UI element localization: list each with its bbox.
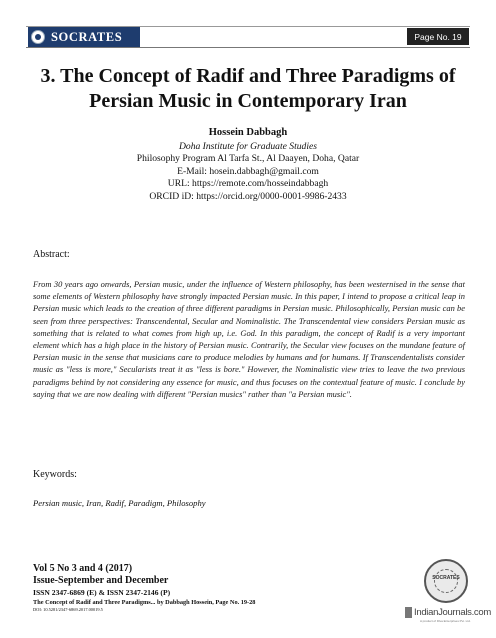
indianjournals-text: IndianJournals.com (414, 606, 491, 618)
issn-info: ISSN 2347-6869 (E) & ISSN 2347-2146 (P) (33, 588, 171, 597)
indianjournals-logo[interactable] (405, 605, 491, 619)
keywords-text: Persian music, Iran, Radif, Paradigm, Philosophy (33, 498, 206, 508)
citation-line: The Concept of Radif and Three Paradigms... by Dabbagh Hossein, Page No. 19-28 (33, 599, 256, 606)
author-email-link[interactable]: E-Mail: hosein.dabbagh@gmail.com (177, 165, 319, 177)
author-url-link[interactable]: URL: https://remote.com/hosseindabbagh (167, 178, 329, 189)
owl-seal-icon (31, 30, 45, 44)
page-number-badge: Page No. 19 (407, 28, 469, 45)
journal-footer (33, 563, 393, 613)
seal-inner-ring (434, 569, 458, 593)
author-name: Hossein Dabbagh (208, 127, 288, 138)
logo-text: SOCRATES (51, 29, 123, 44)
indianjournals-subtext: A product of Diva Enterprises Pvt. Ltd. (420, 619, 471, 623)
volume-info: Vol 5 No 3 and 4 (2017) (33, 563, 133, 574)
keywords-heading: Keywords: (33, 469, 77, 480)
seal-text: SOCRATES (432, 575, 460, 581)
indianjournals-mark-icon (405, 607, 412, 618)
abstract-heading: Abstract: (33, 249, 70, 260)
doi-line[interactable]: DOI: 10.5281/2347-6869.2017.00019.5 (33, 607, 103, 612)
issue-info: Issue-September and December (33, 575, 169, 586)
author-affiliation-address: Philosophy Program Al Tarfa St., Al Daayen, Doha, Qatar (136, 153, 360, 164)
journal-header-bar (26, 26, 470, 48)
abstract-text: From 30 years ago onwards, Persian music, under the influence of Western philosophy, has been westernised in the sense that some elements of Western philosophy have strongly impacted Persian music. In this paper, I intend to propose a critical leap in Persian music which leads to the creation of three different paradigms in Persian music. Philosophically, Persian music can be seen from three perspectives: Transcendental, Secular and Nominalistic. The Transcendental view considers Persian music as something that is related to what comes from high up, i.e. God. In this paradigm, the concept of Radif is a very important element which has a high place in the history of Persian music. Contrarily, the Secular view focuses on the mundane feature of Persian music in the sense that musicians care to produce melodies by humans and for humans. If Transcendentalists consider music as "less is more," Secularists treat it as "less is bore." However, the Nominalistic view tries to leave the two previous paradigms behind by not considering any essence for music, and thus focuses on the contextual feature of music. I conclude by saying that we are now dealing with different "Persian musics" rather than "a Persian music". (33, 279, 465, 399)
author-orcid-link[interactable]: ORCID iD: https://orcid.org/0000-0001-9986-2433 (149, 190, 347, 202)
author-block (100, 127, 396, 203)
author-affiliation-institute: Doha Institute for Graduate Studies (178, 140, 318, 152)
journal-logo[interactable] (28, 27, 140, 47)
paper-title: 3. The Concept of Radif and Three Paradigms of Persian Music in Contemporary Iran (40, 65, 456, 112)
socrates-seal-icon (424, 559, 468, 603)
